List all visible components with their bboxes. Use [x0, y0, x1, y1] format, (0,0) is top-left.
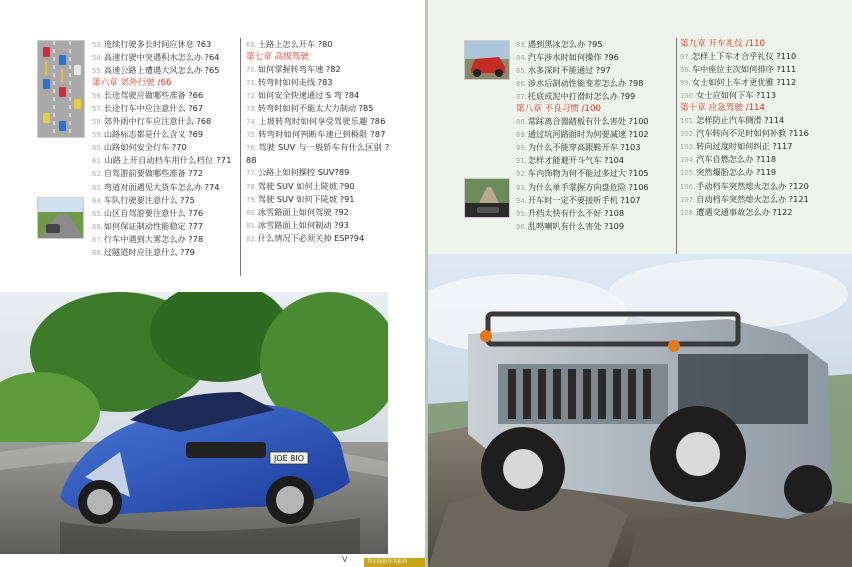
entry-number: 75. [246, 131, 258, 140]
right-col1-toc-entry[interactable] [516, 181, 674, 194]
entry-title: 行车中遇到大雾怎么办 ?78 [103, 233, 204, 244]
entry-number: 59. [92, 131, 103, 140]
entry-title: 怎样才能避开斗气车 ?104 [527, 155, 625, 166]
entry-number: 61. [92, 157, 104, 166]
road-car-icon [38, 198, 84, 239]
left-col1-toc-entry[interactable] [92, 89, 237, 102]
entry-number: 57. [92, 105, 103, 114]
right-col1-toc-entry[interactable] [516, 38, 674, 51]
right-col2-toc-entry[interactable] [680, 140, 848, 153]
entry-number: 85. [516, 67, 527, 76]
entry-number: 91. [516, 157, 527, 166]
entry-title: 郊外雨中行车应注意什么 ?68 [103, 116, 212, 127]
left-col2-toc-entry[interactable] [246, 89, 391, 102]
entry-title: 为什么单手掌握方向盘危险 ?106 [527, 181, 649, 192]
right-col1-toc-entry[interactable] [516, 115, 674, 128]
entry-number: 94. [516, 196, 527, 205]
entry-title: 过隧道时应注意什么 ?79 [103, 246, 195, 257]
entry-number: 90. [516, 144, 527, 153]
road-car-thumbnail [37, 197, 84, 239]
entry-number: 55. [92, 67, 103, 76]
left-col1-toc-entry[interactable] [92, 102, 237, 115]
entry-number: 68. [92, 248, 103, 257]
entry-number: 74. [246, 118, 258, 127]
entry-title: 汽车自燃怎么办 ?118 [696, 154, 777, 165]
right-page [428, 0, 852, 567]
entry-title: 突然爆胎怎么办 ?119 [696, 167, 777, 178]
entry-title: 高速公路上遭遇大风怎么办 ?65 [103, 65, 220, 76]
car-interior-thumbnail [464, 178, 510, 218]
toc-column-right-2 [680, 38, 848, 219]
entry-number: 78. [246, 182, 257, 191]
left-col1-toc-entry[interactable] [92, 141, 237, 154]
column-divider-right [676, 38, 677, 256]
entry-title: 车内饰物为何不能过多过大 ?105 [527, 168, 649, 179]
entry-title: 手动档车突然熄火怎么办 ?120 [696, 180, 809, 191]
right-col2-toc-entry[interactable] [680, 166, 848, 179]
right-col1-chapter-heading[interactable]: 第八章 不良习惯 /100 [516, 104, 601, 115]
entry-title: 乱鸣喇叭有什么害处 ?109 [527, 220, 625, 231]
entry-number: 60. [92, 144, 103, 153]
entry-number: 65. [92, 209, 103, 218]
entry-number: 102. [680, 130, 696, 139]
entry-title: 驾驶 SUV 与一般轿车有什么区别 ?88 [246, 142, 390, 166]
toc-column-left-1 [92, 38, 237, 259]
entry-title: 汽车转向不足时如何补救 ?116 [696, 128, 809, 139]
entry-title: 弯道对面遇见大货车怎么办 ?74 [103, 181, 220, 192]
left-col2-chapter-heading[interactable]: 第七章 高级驾驶 [246, 52, 309, 63]
entry-title: 遇到黑冰怎么办 ?95 [527, 39, 603, 49]
right-col1-toc-entry[interactable] [516, 220, 674, 233]
right-col1-toc-entry[interactable] [516, 194, 674, 207]
entry-title: 山路标志都是什么含义 ?69 [103, 129, 204, 140]
left-col1-toc-entry[interactable] [92, 51, 237, 64]
entry-title: 水多深时不能通过 ?97 [527, 65, 611, 76]
entry-number: 77. [246, 169, 257, 178]
entry-number: 72. [246, 92, 257, 101]
entry-title: 通过坑河路面时为何要减速 ?102 [527, 129, 649, 140]
entry-number: 54. [92, 54, 103, 63]
page-number-left: V [342, 555, 348, 564]
entry-number: 98. [680, 66, 691, 75]
entry-title: 高速行驶中突遇积水怎么办 ?64 [103, 52, 220, 63]
entry-number: 106. [680, 182, 696, 191]
entry-number: 100. [680, 92, 696, 101]
right-col1-toc-entry[interactable] [516, 77, 674, 90]
right-col2-toc-entry[interactable] [680, 76, 848, 89]
traffic-diagram-icon [38, 41, 85, 138]
entry-title: 冰雪路面上如何制动 ?93 [257, 219, 349, 230]
entry-number: 79. [246, 195, 257, 204]
entry-title: 公路上如何操控 SUV?89 [257, 167, 350, 178]
right-col1-toc-entry[interactable] [516, 141, 674, 154]
entry-number: 103. [680, 143, 696, 152]
right-col1-toc-entry[interactable] [516, 167, 674, 180]
entry-number: 101. [680, 117, 696, 126]
left-col1-toc-entry[interactable] [92, 64, 237, 77]
right-col2-toc-entry[interactable] [680, 153, 848, 166]
entry-title: 转向过度时如何纠正 ?117 [696, 141, 793, 152]
entry-title: 土路上怎么开车 ?80 [257, 39, 333, 49]
entry-number: 86. [516, 80, 527, 89]
left-col1-toc-entry[interactable] [92, 128, 237, 141]
left-col2-toc-entry[interactable] [246, 115, 391, 128]
red-suv-thumbnail [464, 40, 510, 80]
right-col2-toc-entry[interactable] [680, 89, 848, 102]
entry-title: 转弯时如何走线 ?83 [257, 77, 333, 88]
entry-number: 99. [680, 79, 691, 88]
entry-title: 车中座位主次如何排序 ?111 [691, 64, 797, 75]
entry-number: 73. [246, 105, 257, 114]
entry-title: 山区自驾游要注意什么 ?76 [103, 207, 204, 218]
entry-title: 如何掌握转弯车速 ?82 [257, 64, 341, 75]
left-col1-toc-entry[interactable] [92, 154, 237, 167]
toc-column-right-1 [516, 38, 674, 233]
entry-number: 95. [516, 209, 527, 218]
column-divider [240, 38, 241, 276]
entry-number: 92. [516, 170, 527, 179]
hummer-on-rocks-image [428, 254, 852, 567]
entry-title: 为什么不能穿高跟鞋开车 ?103 [527, 142, 641, 153]
entry-number: 107. [680, 195, 696, 204]
entry-title: 如何保证制动性能稳定 ?77 [103, 220, 204, 231]
license-plate-text: JOE 8IO [274, 454, 304, 463]
right-col2-toc-entry[interactable] [680, 50, 848, 63]
entry-number: 105. [680, 169, 696, 178]
entry-title: 山路如何安全行车 ?70 [103, 142, 187, 153]
entry-title: 连续行驶多长时间应休息 ?63 [103, 39, 212, 49]
left-col2-toc-entry[interactable] [246, 180, 391, 193]
entry-number: 87. [516, 93, 527, 102]
entry-title: 涉水后制动性能变差怎么办 ?98 [527, 78, 644, 89]
right-col1-toc-entry[interactable] [516, 128, 674, 141]
entry-number: 53. [92, 41, 103, 49]
entry-number: 84. [516, 54, 527, 63]
right-col2-chapter-heading[interactable]: 第九章 开车礼仪 /110 [680, 39, 765, 49]
entry-title: 遭遇交通事故怎么办 ?122 [696, 206, 793, 217]
entry-number: 66. [92, 222, 103, 231]
entry-title: 山路上开自动档车用什么档位 ?71 [104, 155, 232, 166]
entry-number: 67. [92, 235, 103, 244]
left-col1-toc-entry[interactable] [92, 181, 237, 194]
offroad-suv-photo [428, 254, 852, 567]
entry-title: 驾驶 SUV 如何下陡坡 ?91 [257, 193, 355, 204]
entry-number: 62. [92, 170, 103, 179]
entry-number: 93. [516, 183, 527, 192]
left-col2-toc-entry[interactable] [246, 38, 391, 51]
right-col2-toc-entry[interactable] [680, 206, 848, 219]
left-col2-toc-entry[interactable] [246, 166, 391, 179]
left-col2-toc-entry[interactable] [246, 76, 391, 89]
entry-title: 什么情况下必须关掉 ESP?94 [257, 232, 365, 243]
traffic-diagram-thumbnail [37, 40, 85, 138]
entry-number: 108. [680, 208, 696, 217]
right-col2-toc-entry[interactable] [680, 127, 848, 140]
entry-title: 女士如何上车才更优雅 ?112 [691, 77, 797, 88]
left-col2-toc-entry[interactable] [246, 193, 391, 206]
blue-sports-car-image [0, 292, 388, 554]
entry-number: 70. [246, 66, 257, 75]
entry-title: 自驾游前要做哪些准备 ?72 [103, 168, 204, 179]
entry-title: 驾驶 SUV 如何上陡坡 ?90 [257, 180, 355, 191]
interior-road-icon [465, 179, 510, 218]
entry-number: 96. [516, 222, 527, 231]
entry-number: 64. [92, 196, 103, 205]
toc-column-left-2 [246, 38, 391, 245]
left-col2-toc-entry[interactable] [246, 102, 391, 115]
entry-number: 80. [246, 208, 257, 217]
entry-title: 上坡转弯时如何享受驾驶乐趣 ?86 [258, 116, 386, 127]
right-col1-toc-entry[interactable] [516, 90, 674, 103]
right-col1-toc-entry[interactable] [516, 51, 674, 64]
entry-title: 托底或泥中打滑时怎么办 ?99 [527, 91, 636, 102]
right-col2-toc-entry[interactable] [680, 193, 848, 206]
left-col1-toc-entry[interactable] [92, 246, 237, 259]
left-col2-toc-entry[interactable] [246, 219, 391, 232]
left-col2-toc-entry[interactable] [246, 206, 391, 219]
right-col1-toc-entry[interactable] [516, 64, 674, 77]
left-col2-toc-entry[interactable] [246, 63, 391, 76]
entry-number: 82. [246, 234, 257, 243]
left-col1-chapter-heading[interactable]: 第六章 郊外行驶 /66 [92, 78, 172, 89]
entry-number: 83. [516, 41, 527, 49]
right-col1-toc-entry[interactable] [516, 154, 674, 167]
entry-number: 63. [92, 183, 103, 192]
left-col2-toc-entry[interactable] [246, 128, 391, 141]
entry-number: 104. [680, 156, 696, 165]
entry-title: 怎样上下车才合乎礼仪 ?110 [691, 51, 797, 62]
right-col2-toc-entry[interactable] [680, 180, 848, 193]
entry-title: 转弯时如何判断车速已到极限 ?87 [258, 129, 386, 140]
left-col2-toc-entry[interactable] [246, 232, 391, 245]
entry-title: 汽车涉水时如何操作 ?96 [527, 52, 619, 63]
entry-number: 81. [246, 221, 257, 230]
sports-car-photo [0, 292, 388, 554]
entry-number: 97. [680, 53, 691, 62]
right-col2-chapter-heading[interactable]: 第十章 应急驾驶 /114 [680, 103, 765, 114]
entry-title: 长途驾驶应做哪些准备 ?66 [103, 90, 204, 101]
right-col2-toc-entry[interactable] [680, 63, 848, 76]
entry-number: 56. [92, 92, 103, 101]
entry-title: 长途行车中应注意什么 ?67 [103, 103, 204, 114]
entry-title: 自动档车突然熄火怎么办 ?121 [696, 193, 809, 204]
footer-tag-left: 驾车篇指导书系列 [364, 558, 426, 567]
left-col1-toc-entry[interactable] [92, 38, 237, 51]
left-col1-toc-entry[interactable] [92, 207, 237, 220]
entry-title: 女士应如何下车 ?113 [696, 90, 777, 101]
left-col1-toc-entry[interactable] [92, 194, 237, 207]
entry-number: 89. [516, 131, 527, 140]
entry-title: 升档太快有什么不好 ?108 [527, 207, 625, 218]
left-col1-toc-entry[interactable] [92, 220, 237, 233]
red-suv-icon [465, 41, 510, 80]
entry-number: 69. [246, 41, 257, 49]
entry-number: 71. [246, 79, 257, 88]
entry-title: 车队行驶要注意什么 ?75 [103, 194, 195, 205]
left-col1-toc-entry[interactable] [92, 233, 237, 246]
left-col1-toc-entry[interactable] [92, 167, 237, 180]
entry-title: 如何安全快速通过 S 弯 ?84 [257, 90, 360, 101]
right-col2-toc-entry[interactable] [680, 114, 848, 127]
entry-number: 76. [246, 144, 258, 153]
left-col1-toc-entry[interactable] [92, 115, 237, 128]
entry-title: 冰雪路面上如何驾驶 ?92 [257, 206, 349, 217]
entry-title: 开车时一定不要接听手机 ?107 [527, 194, 641, 205]
entry-title: 常踩离合器踏板有什么害处 ?100 [527, 116, 649, 127]
entry-title: 转弯时如何不能太大力制动 ?85 [257, 103, 374, 114]
entry-number: 88. [516, 118, 527, 127]
left-col2-toc-entry[interactable] [246, 141, 391, 166]
entry-title: 怎样防止汽车侧滑 ?114 [696, 115, 785, 126]
right-col1-toc-entry[interactable] [516, 207, 674, 220]
entry-number: 58. [92, 118, 103, 127]
